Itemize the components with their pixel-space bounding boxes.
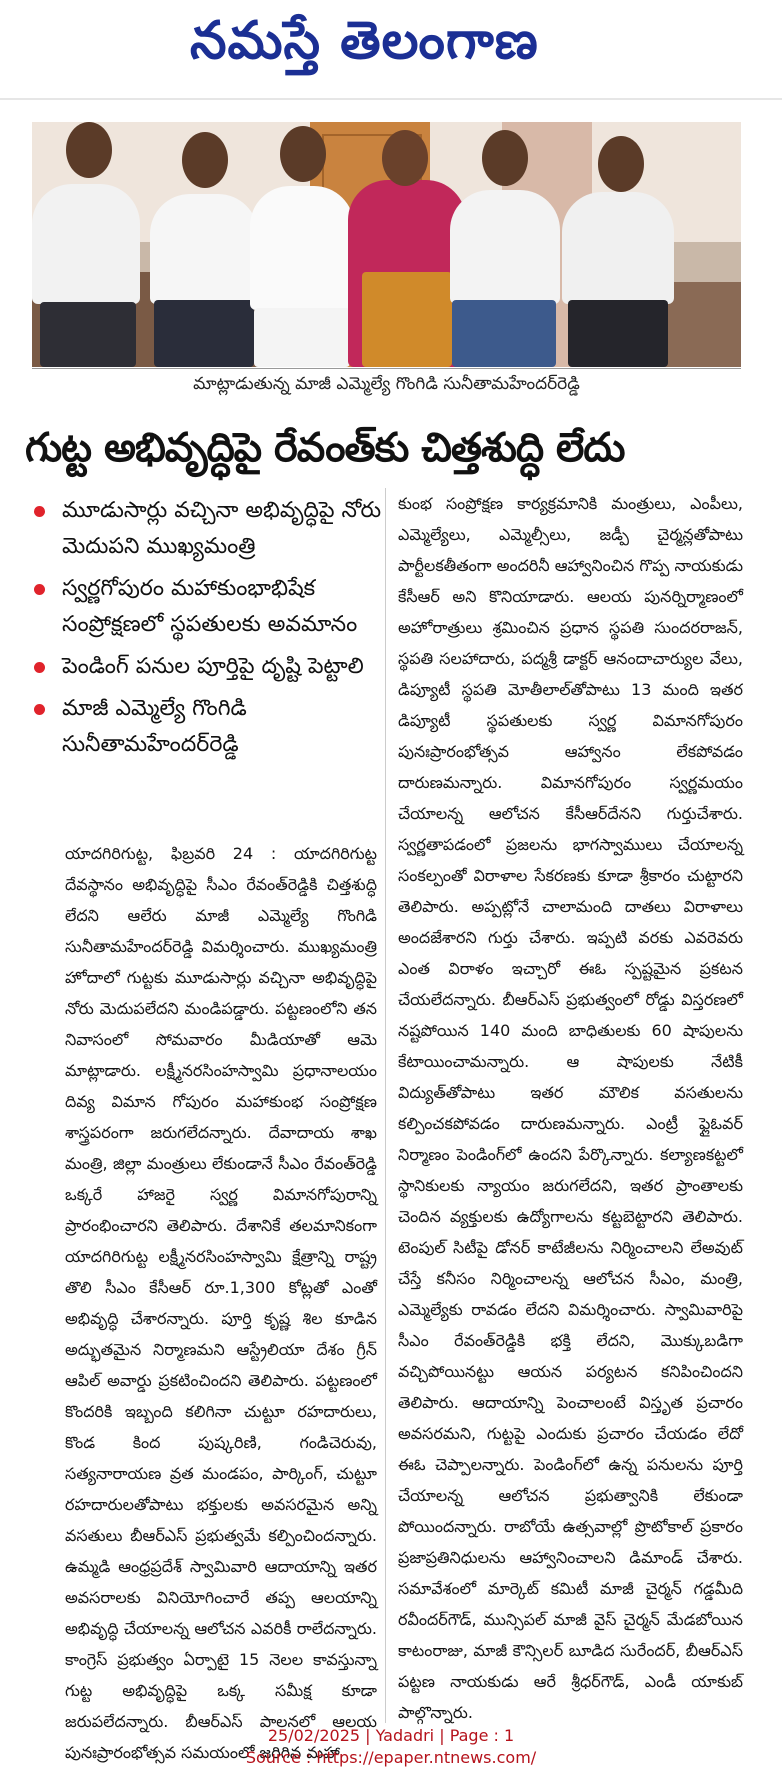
highlights-list [32, 493, 382, 769]
red-bullet-icon [34, 704, 45, 715]
red-bullet-icon [34, 506, 45, 517]
headline: గుట్ట అభివృద్ధిపై రేవంత్‌కు చిత్తశుద్ధి లేదు [25, 425, 625, 471]
photo-head-4 [382, 130, 428, 186]
red-bullet-icon [34, 662, 45, 673]
footer-date-page: 25/02/2025 | Yadadri | Page : 1 [267, 1726, 515, 1745]
highlight-item [32, 649, 382, 685]
photo-legs-2 [154, 300, 254, 367]
highlight-text: మాజీ ఎమ్మెల్యే గొంగిడి సునీతామహేందర్‌రెడ్డి [62, 696, 247, 757]
column-divider [385, 488, 386, 1723]
photo-head-5 [482, 130, 528, 186]
highlight-item [32, 571, 382, 643]
footer-source: Source : https://epaper.ntnews.com/ [245, 1748, 537, 1767]
article-body-left: యాదగిరిగుట్ట, ఫిబ్రవరి 24 : యాదగిరిగుట్ట దేవస్థానం అభివృద్ధిపై సీఎం రేవంత్‌రెడ్డికి చిత్తశుద్ధి లేదని ఆలేరు మాజీ ఎమ్మెల్యే గొంగిడి సునీతామహేందర్‌రెడ్డి విమర్శించారు. ముఖ్యమంత్రి హోదాలో గుట్టకు మూడుసార్లు వచ్చినా అభివృద్ధిపై నోరు మెదుపలేదని మండిపడ్డారు. పట్టణంలోని తన నివాసంలో సోమవారం మీడియాతో ఆమె మాట్లాడారు. లక్ష్మీనరసింహస్వామి ప్రధానాలయం దివ్య విమాన గోపురం మహాకుంభ సంప్రోక్షణ శాస్త్రపరంగా జరుగలేదన్నారు. దేవాదాయ శాఖ మంత్రి, జిల్లా మంత్రులు లేకుండానే సీఎం రేవంత్‌రెడ్డి ఒక్కరే హాజరై స్వర్ణ విమానగోపురాన్ని ప్రారంభించారని తెలిపారు. దేశానికే తలమానికంగా యాదగిరిగుట్ట లక్ష్మీనరసింహస్వామి క్షేత్రాన్ని రాష్ట్ర తొలి సీఎం కేసీఆర్ రూ.1,300 కోట్లతో ఎంతో అభివృద్ధి చేశారన్నారు. పూర్తి కృష్ణ శిల కూడిన అద్భుతమైన నిర్మాణమని ఆస్ట్రేలియా దేశం గ్రీన్ ఆపిల్ అవార్డు ప్రకటించిందని తెలిపారు. పట్టణంలో కొందరికి ఇబ్బంది కలిగినా చుట్టూ రహదారులు, కొండ కింద పుష్కరిణి, గండిచెరువు, సత్యనారాయణ వ్రత మండపం, పార్కింగ్, చుట్టూ రహదారులతోపాటు భక్తులకు అవసరమైన అన్ని వసతులు బీఆర్‌ఎస్ ప్రభుత్వమే కల్పించిందన్నారు. ఉమ్మడి ఆంధ్రప్రదేశ్ స్వామివారి ఆదాయాన్ని ఇతర అవసరాలకు వినియోగించారే తప్ప ఆలయాన్ని అభివృద్ధి చేయాలన్న ఆలోచన ఎవరికీ రాలేదన్నారు. కాంగ్రెస్ ప్రభుత్వం ఏర్పాటై 15 నెలల కావస్తున్నా గుట్ట అభివృద్ధిపై ఒక్క సమీక్ష కూడా జరుపలేదన్నారు. బీఆర్‌ఎస్ పాలనలో ఆలయ పునఃప్రారంభోత్సవ సమయంలో జరిగిన మహా [65, 844, 377, 1762]
photo-head-3 [280, 126, 326, 182]
photo-person-1 [32, 184, 140, 304]
photo-head-6 [598, 136, 644, 192]
red-bullet-icon [34, 584, 45, 595]
photo-legs-6 [568, 300, 668, 367]
photo-caption: మాట్లాడుతున్న మాజీ ఎమ్మెల్యే గొంగిడి సునీతామహేందర్‌రెడ్డి [32, 368, 741, 399]
highlight-text: మూడుసార్లు వచ్చినా అభివృద్ధిపై నోరు మెదుపని ముఖ్యమంత్రి [62, 498, 382, 559]
newspaper-logo: నమస్తే తెలంగాణ [190, 10, 539, 71]
photo-head-2 [182, 132, 228, 188]
photo-person-2 [150, 194, 258, 304]
photo-person-5 [450, 190, 560, 304]
article-body-right: కుంభ సంప్రోక్షణ కార్యక్రమానికి మంత్రులు, ఎంపీలు, ఎమ్మెల్యేలు, ఎమ్మెల్సీలు, జడ్పీ చైర్మన్లతోపాటు పార్టీలకతీతంగా అందరినీ ఆహ్వానించిన గొప్ప నాయకుడు కేసీఆర్ అని కొనియాడారు. ఆలయ పునర్నిర్మాణంలో అహోరాత్రులు శ్రమించిన ప్రధాన స్థపతి సుందరరాజన్, స్థపతి సలహాదారు, పద్మశ్రీ డాక్టర్ ఆనందాచార్యుల వేలు, డిప్యూటీ స్థపతి మోతీలాల్‌తోపాటు 13 మంది ఇతర డిప్యూటీ స్థపతులకు స్వర్ణ విమానగోపురం పునఃప్రారంభోత్సవ ఆహ్వానం లేకపోవడం దారుణమన్నారు. విమానగోపురం స్వర్ణమయం చేయాలన్న ఆలోచన కేసీఆర్‌దేనని గుర్తుచేశారు. స్వర్ణతాపడంలో ప్రజలను భాగస్వాములు చేయాలన్న సంకల్పంతో విరాళాల సేకరణకు కూడా శ్రీకారం చుట్టారని తెలిపారు. అప్పట్లోనే చాలామంది దాతలు విరాళాలు అందజేశారని గుర్తు చేశారు. ఇప్పటి వరకు ఎవరెవరు ఎంత విరాళం ఇచ్చారో ఈఓ స్పష్టమైన ప్రకటన చేయలేదన్నారు. బీఆర్‌ఎస్ ప్రభుత్వంలో రోడ్డు విస్తరణలో నష్టపోయిన 140 మంది బాధితులకు 60 షాపులను కేటాయించామన్నారు. ఆ షాపులకు నేటికీ విద్యుత్‌తోపాటు ఇతర మౌలిక వసతులను కల్పించకపోవడం దారుణమన్నారు. ఎంట్రీ ఫ్లైఓవర్ నిర్మాణం పెండింగ్‌లో ఉందని పేర్కొన్నారు. కల్యాణకట్టలో స్థానికులకు న్యాయం జరుగలేదని, ఇతర ప్రాంతాలకు చెందిన వ్యక్తులకు ఉద్యోగాలను కట్టబెట్టారని తెలిపారు. టెంపుల్ సిటీపై డోనర్ కాటేజీలను నిర్మించాలని లేఅవుట్ చేస్తే కనీసం నిర్మించాలన్న ఆలోచన సీఎం, మంత్రి, ఎమ్మెల్యేకు రావడం లేదని విమర్శించారు. స్వామివారిపై సీఎం రేవంత్‌రెడ్డికి భక్తి లేదని, మొక్కుబడిగా వచ్చిపోయినట్టు ఆయన పర్యటన కనిపించిందని తెలిపారు. ఆదాయాన్ని పెంచాలంటే విస్తృత ప్రచారం అవసరమని, గుట్టపై ఎందుకు ప్రచారం చేయడం లేదో ఈఓ చెప్పాలన్నారు. పెండింగ్‌లో ఉన్న పనులను పూర్తి చేయాలన్న ఆలోచన ప్రభుత్వానికి లేకుండా పోయిందన్నారు. రాబోయే ఉత్సవాల్లో ప్రొటోకాల్ ప్రకారం ప్రజాప్రతినిధులను ఆహ్వానించాలని డిమాండ్ చేశారు. సమావేశంలో మార్కెట్ కమిటీ మాజీ చైర్మన్ గడ్డమీది రవీందర్‌గౌడ్, మున్సిపల్ మాజీ వైస్ చైర్మన్ మేడబోయిన కాటంరాజు, మాజీ కౌన్సిలర్ బూడిద సురేందర్, బీఆర్‌ఎస్ పట్టణ నాయకుడు ఆరే శ్రీధర్‌గౌడ్, ఎండీ యాకుబ్ పాల్గొన్నారు. [398, 494, 743, 1722]
masthead [0, 0, 782, 90]
highlight-text: స్వర్ణగోపురం మహాకుంభాభిషేక సంప్రోక్షణలో స్థపతులకు అవమానం [62, 576, 358, 637]
masthead-rule [0, 98, 782, 100]
highlight-text: పెండింగ్ పనుల పూర్తిపై దృష్టి పెట్టాలి [62, 654, 364, 679]
photo-legs-1 [40, 302, 136, 367]
photo-legs-5 [452, 300, 556, 367]
news-photo [32, 122, 741, 367]
photo-head-1 [66, 122, 112, 178]
page-footer [0, 1725, 782, 1769]
highlight-item [32, 493, 382, 565]
photo-saree-border [362, 272, 452, 367]
photo-person-6 [562, 192, 674, 304]
photo-person-3 [250, 186, 354, 310]
photo-legs-3 [254, 308, 350, 367]
highlight-item [32, 691, 382, 763]
